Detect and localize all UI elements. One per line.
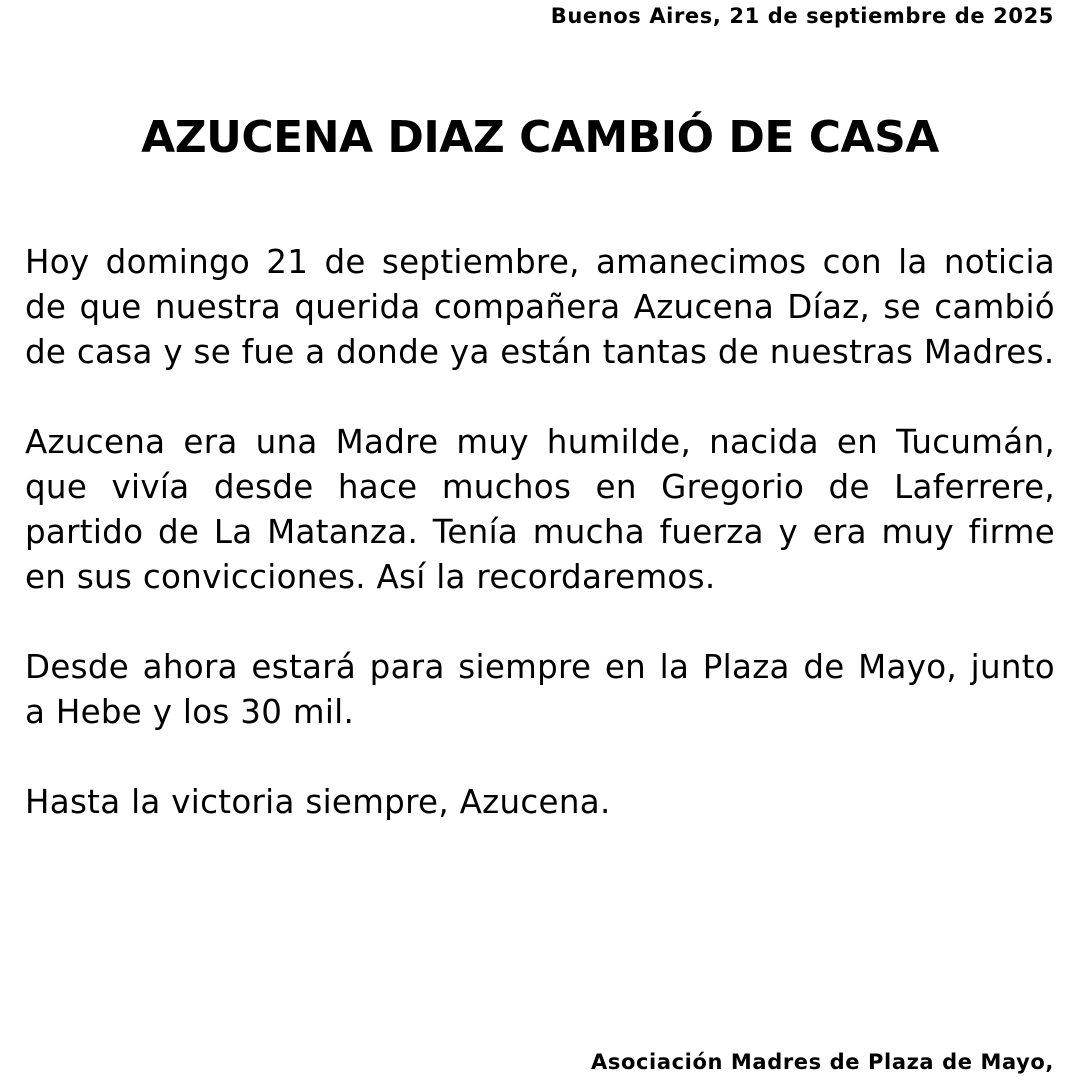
paragraph-3: Desde ahora estará para siempre en la Plaza de Mayo, junto a Hebe y los 30 mil. <box>25 648 1055 731</box>
paragraph-1: Hoy domingo 21 de septiembre, amanecimos con la noticia de que nuestra querida compañera Azucena Díaz, se cambió de casa y se fue a donde ya están tantas de nuestras Madres. <box>25 243 1055 371</box>
paragraph-2: Azucena era una Madre muy humilde, nacida en Tucumán, que vivía desde hace muchos en Gregorio de Laferrere, partido de La Matanza. Tenía mucha fuerza y era muy firme en sus convicciones. Así la recordaremos. <box>25 423 1055 596</box>
place-date: Buenos Aires, 21 de septiembre de 2025 <box>550 4 1054 28</box>
signature: Asociación Madres de Plaza de Mayo, <box>591 1050 1054 1074</box>
document-body <box>25 240 1055 870</box>
page-title: AZUCENA DIAZ CAMBIÓ DE CASA <box>141 112 939 163</box>
paragraph-4: Hasta la victoria siempre, Azucena. <box>25 783 611 821</box>
